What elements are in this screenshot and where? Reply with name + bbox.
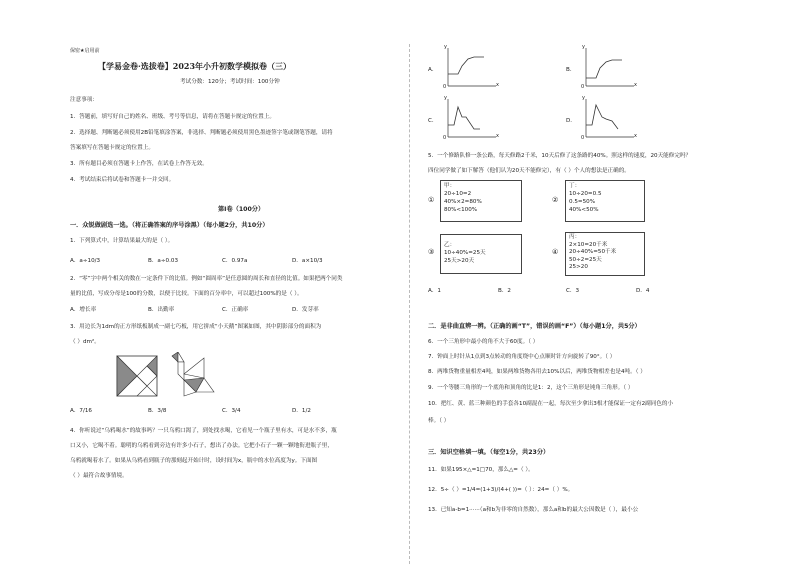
graph-d-x: x — [634, 133, 637, 139]
solution-box-bing — [565, 232, 645, 276]
q3-option-d: D．1/2 — [292, 408, 311, 414]
section-2-heading: 二．是非曲直辨一辨。（正确的画“T”，错误的画“F”）（每小题1分，共5分） — [428, 323, 641, 330]
question-3-line2: （ ）dm²。 — [70, 339, 100, 345]
sol-4-line: 丙： — [569, 234, 581, 240]
sol-1-line: 40%×2=80% — [444, 199, 482, 205]
notice-2b: 答案填写在答题卡规定的位置上。 — [70, 145, 154, 151]
graph-d-o: 0 — [581, 135, 585, 141]
question-4-line1: 4．你听说过“乌鸦喝水”的故事吗？一只乌鸦口渴了，到处找水喝，它看见一个瓶子里有水，可是水不多，瓶 — [70, 428, 337, 434]
q5-option-d: D．4 — [636, 288, 650, 294]
question-10-line1: 10．把红、黄、蓝三种颜色的手套各10副混在一起，每次至少拿出3根才能保证一定有2副同色的小 — [428, 401, 674, 407]
question-5-line1: 5．一个修路队修一条公路，每天修路2千米，10天后修了这条路的40%。照这样的速度，20天能修完吗？ — [428, 153, 692, 159]
graph-b-x: x — [634, 82, 637, 88]
graph-b-o: 0 — [581, 84, 585, 90]
q2-option-a: A．增长率 — [70, 307, 97, 313]
sol-1-line: 80%<100% — [444, 207, 478, 213]
q3-option-c: C．3/4 — [222, 408, 241, 414]
tangram-square-figure — [116, 355, 158, 397]
secret-label: 保密★启用前 — [70, 48, 100, 54]
question-3-line1: 3．用边长为1dm的正方形纸板制成一副七巧板，用它拼成“小天鹅”图案如图，其中阴影部分的面积为 — [70, 324, 322, 330]
notice-heading: 注意事项： — [70, 97, 98, 103]
solution-box-ding — [565, 180, 645, 222]
exam-title: 【学易金卷·选拔卷】2023年小升初数学模拟卷（三） — [98, 61, 292, 71]
sol-4-line: 20÷40%=50千米 — [569, 249, 617, 256]
column-divider — [409, 44, 410, 564]
q1-option-c: C．0.97a — [222, 258, 248, 264]
graph-c-x: x — [496, 133, 499, 139]
question-4-line2: 口又小，它喝不着。聪明的乌鸦看到旁边有许多小石子，想出了办法。它把小石子一颗一颗地衔进瓶子里， — [70, 443, 333, 449]
q1-option-b: B．a÷0.03 — [148, 258, 179, 264]
exam-info: 考试分数：120分；考试时间：100分钟 — [180, 79, 280, 85]
graph-c-y: y — [444, 95, 447, 101]
sol-3-line: 25天>20天 — [444, 258, 475, 264]
graph-c — [440, 95, 500, 143]
sol-1-line: 20÷10=2 — [444, 191, 472, 197]
sol-4-line: 50÷2=25天 — [569, 256, 602, 263]
graph-a — [440, 44, 500, 92]
q3-option-a: A．7/16 — [70, 408, 92, 414]
graph-d-label: D． — [566, 118, 576, 124]
graph-b-label: B． — [566, 67, 576, 73]
graph-d — [578, 95, 638, 143]
sol-2-mark: ② — [552, 196, 559, 204]
graph-b-y: y — [582, 44, 585, 50]
question-6: 6．一个三角形中最小的角不大于60度。（ ） — [428, 339, 539, 345]
q2-option-c: C．正确率 — [222, 307, 249, 313]
graph-a-o: 0 — [443, 84, 447, 90]
q2-option-d: D．发芽率 — [292, 307, 319, 313]
question-4-line3: 乌鸦就喝着水了。如果从乌鸦看到瓶子的那刻起开始计时，设时间为x，瓶中的水位高度为y。下面图 — [70, 458, 318, 464]
section-3-heading: 三．知识空格填一填。（每空1分，共23分） — [428, 449, 550, 456]
notice-2: 2．选择题、判断题必须使用2B铅笔填涂答案，非选择、判断题必须使用黑色墨迹签字笔或钢笔答题，请将 — [70, 130, 333, 136]
question-1: 1．下列算式中，计算结果最大的是（ ）。 — [70, 238, 174, 244]
question-10-line2: 棒。（ ） — [428, 418, 450, 424]
sol-1-mark: ① — [428, 196, 435, 204]
q5-option-a: A．1 — [428, 288, 441, 294]
graph-b — [578, 44, 638, 92]
graph-a-label: A． — [428, 67, 438, 73]
question-11: 11．如果195×△=1□70，那么△=（ ）。 — [428, 467, 534, 473]
solution-box-jia — [440, 180, 522, 222]
q3-option-b: B．3/8 — [148, 408, 167, 414]
graph-a-y: y — [444, 44, 447, 50]
q2-option-b: B．出勤率 — [148, 307, 175, 313]
graph-d-y: y — [582, 95, 585, 101]
swan-figure — [168, 352, 218, 400]
sol-2-line: 0.5=50% — [569, 199, 596, 205]
sol-3-line: 10÷40%=25天 — [444, 250, 486, 256]
sol-2-line: 40%<50% — [569, 207, 599, 213]
q5-option-b: B．2 — [498, 288, 511, 294]
question-12: 12．5÷（ ）=1/4=(1+3)/(4+( ))=（ ）：24=（ ）%。 — [428, 487, 574, 493]
sol-3-line: 乙： — [444, 242, 456, 248]
question-2-line1: 2．“零”字中两个相关的数在一定条件下的比值。例如“圆周率”是任意圆的周长和直径的比值。如果把两个同类 — [70, 276, 343, 282]
q1-option-a: A．a÷10/3 — [70, 258, 101, 264]
question-2-line2: 量的比值，写成分母是100的分数，以便于比较。下面的百分率中，可以超过100%的是（ ）。 — [70, 291, 303, 297]
question-4-line4: （ ）最符合故事情境。 — [70, 473, 128, 479]
graph-c-o: 0 — [443, 135, 447, 141]
graph-a-x: x — [496, 82, 499, 88]
notice-1: 1．答题前，填写好自己的姓名、班级、考号等信息，请将在答题卡规定的位置上。 — [70, 114, 275, 120]
section-1-heading: 一．众锐做剧选一选。（将正确答案的序号涂黑）（每小题2分，共10分） — [70, 222, 269, 229]
q5-option-c: C．3 — [566, 288, 580, 294]
sol-4-mark: ④ — [552, 248, 559, 256]
sol-4-line: 25>20 — [569, 264, 588, 271]
volume-heading: 第Ⅰ卷（100分） — [218, 206, 265, 213]
sol-4-line: 2×10=20千米 — [569, 241, 608, 248]
question-8: 8．两堆货物重量相差4吨，如果两堆货物各用去10%以后，两堆货物相差也是4吨。（ ） — [428, 369, 646, 375]
notice-3: 3．所有题目必须在答题卡上作答，在试卷上作答无效。 — [70, 161, 208, 167]
question-5-line2: 四位同学做了如下解答（他们认为20天不能修完），有（ ）个人的想法是正确的。 — [428, 168, 630, 174]
question-9: 9．一个等腰三角形的一个底角和顶角的比是1：2，这个三角形是钝角三角形。（ ） — [428, 385, 634, 391]
sol-1-line: 甲： — [444, 183, 456, 189]
q1-option-d: D．a×10/3 — [292, 258, 323, 264]
question-7: 7．钟面上时针从1点到3点转动的角度绕中心点顺时针方向旋转了90°。（ ） — [428, 354, 616, 360]
sol-3-mark: ③ — [428, 248, 435, 256]
sol-2-line: 10÷20=0.5 — [569, 191, 602, 197]
solution-box-yi — [440, 234, 522, 274]
notice-4: 4．考试结束后将试卷和答题卡一并交回。 — [70, 177, 175, 183]
question-13: 13．已知a-b=1······（a和b为非零的自然数），那么a和b的最大公因数是（ ），最小公 — [428, 507, 639, 513]
sol-2-line: 丁： — [569, 183, 581, 189]
graph-c-label: C． — [428, 118, 438, 124]
